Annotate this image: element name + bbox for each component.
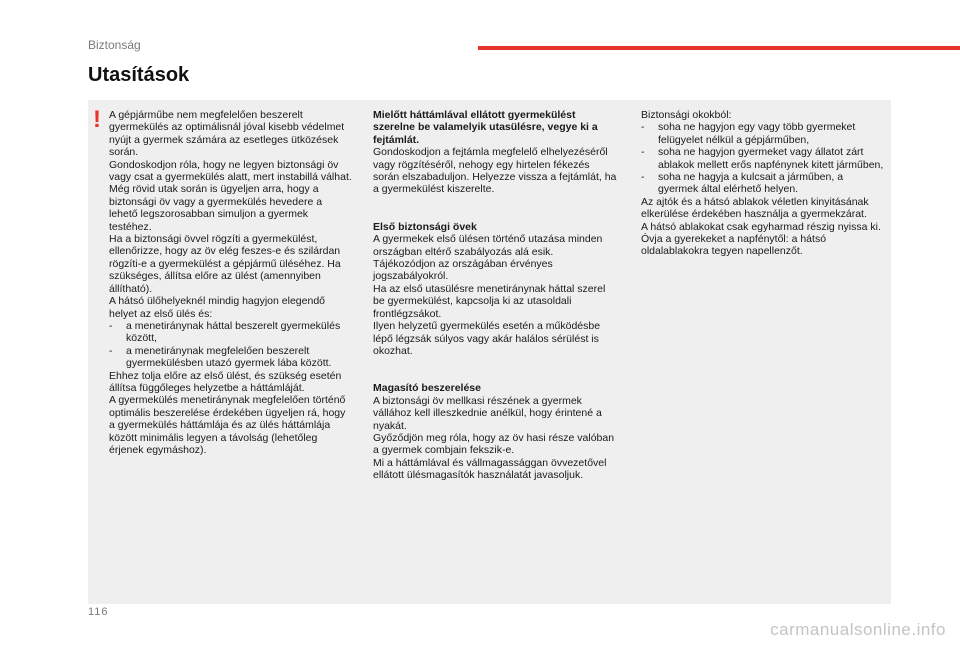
list-item-text: a menetiránynak megfelelően beszerelt gyermekülésben utazó gyermek lába között. [126,344,332,370]
page-title: Utasítások [88,64,190,86]
paragraph: Még rövid utak során is ügyeljen arra, hogy a biztonsági öv vagy a gyermekülés hevedere a lehető legszorosabban simuljon a gyermek testéhez. [109,183,323,233]
column-middle [373,109,618,482]
section-label: Biztonság [88,38,141,52]
accent-bar [478,46,960,50]
column-right [641,109,886,258]
column-left [109,109,352,456]
paragraph: A hátsó ülőhelyeknél mindig hagyjon elegendő helyet az első ülés és: [109,295,325,320]
dash-bullet-icon: - [109,319,113,332]
heading: Magasító beszerelése [373,382,481,395]
list-item [641,171,886,196]
list-item [641,146,886,171]
paragraph: Mi a háttámlával és vállmagassággan övvezetővel ellátott ülésmagasítók használatát javasoljuk. [373,456,607,482]
list-item-text: a menetiránynak háttal beszerelt gyermekülés között, [126,319,341,345]
warning-icon: ! [93,106,101,133]
paragraph: A gyermekek első ülésen történő utazása minden országban eltérő szabályozás alá esik. Tájékozódjon az országában érvényes jogszabályokról. [373,233,603,283]
paragraph: Gondoskodjon a fejtámla megfelelő elhelyezéséről vagy rögzítéséről, nehogy egy hirtelen fékezés során elszabaduljon. Helyezze vissza a fejtámlát, ha a gyermekülést kiszerelte. [373,146,617,196]
paragraph: Ha az első utasülésre menetiránynak háttal szerel be gyermekülést, kapcsolja ki az utasoldali frontlégzsákot. [373,282,606,320]
paragraph: Óvja a gyerekeket a napfénytől: a hátsó oldalablakokra tegyen napellenzőt. [641,233,827,258]
list-item-text: soha ne hagyjon egy vagy több gyermeket felügyelet nélkül a gépjárműben, [658,121,856,146]
list-item-text: soha ne hagyjon gyermeket vagy állatot zárt ablakok mellett erős napfénynek kitett járműben, [658,146,884,171]
list-item [641,121,886,146]
dash-bullet-icon: - [641,171,645,184]
list-item-text: soha ne hagyja a kulcsait a járműben, a gyermek által elérhető helyen. [658,171,844,196]
paragraph: Ilyen helyzetű gyermekülés esetén a működésbe lépő légzsák súlyos vagy akár halálos sérülést is okozhat. [373,320,601,357]
page-number: 116 [88,606,109,618]
watermark: carmanualsonline.info [770,620,946,639]
paragraph: Biztonsági okokból: [641,109,732,121]
heading: Első biztonsági övek [373,220,477,233]
paragraph: Gondoskodjon róla, hogy ne legyen biztonsági öv vagy csat a gyermekülés alatt, mert instabillá válhat. [109,158,352,184]
dash-bullet-icon: - [641,146,645,159]
paragraph: Az ajtók és a hátsó ablakok véletlen kinyitásának elkerülése érdekében használja a gyermekzárat. [641,195,869,221]
paragraph: A biztonsági öv mellkasi részének a gyermek vállához kell illeszkednie anélkül, hogy érintené a nyakát. [373,394,602,432]
paragraph: Ehhez tolja előre az első ülést, és szükség esetén állítsa függőleges helyzetbe a háttámláját. [109,369,342,394]
list-item [109,345,352,370]
paragraph: Győződjön meg róla, hogy az öv hasi része valóban a gyermek combjain fekszik-e. [373,431,615,457]
paragraph: A gépjárműbe nem megfelelően beszerelt gyermekülés az optimálisnál jóval kisebb védelmet nyújt a gyermek számára az esetleges ütközések során. [109,109,345,159]
paragraph: A gyermekülés menetiránynak megfelelően történő optimális beszerelése érdekében ügyeljen rá, hogy a gyermekülés háttámlája és az ülés háttámlája között minimális legyen a távolság (lehetőleg érjenek egymáshoz). [109,394,346,456]
dash-bullet-icon: - [641,121,645,134]
paragraph: A hátsó ablakokat csak egyharmad részig nyissa ki. [641,220,881,233]
paragraph: Ha a biztonsági övvel rögzíti a gyermekülést, ellenőrizze, hogy az öv elég feszes-e és szilárdan rögzíti-e a gyermekülést a gépjármű üléséhez. Ha szükséges, állítsa előre az ülést (amennyiben állítható). [109,233,341,295]
list-item [109,320,352,345]
heading: Mielőtt háttámlával ellátott gyermekülést szerelne be valamelyik utasülésre, vegye ki a fejtámlát. [373,109,598,146]
dash-bullet-icon: - [109,344,113,357]
